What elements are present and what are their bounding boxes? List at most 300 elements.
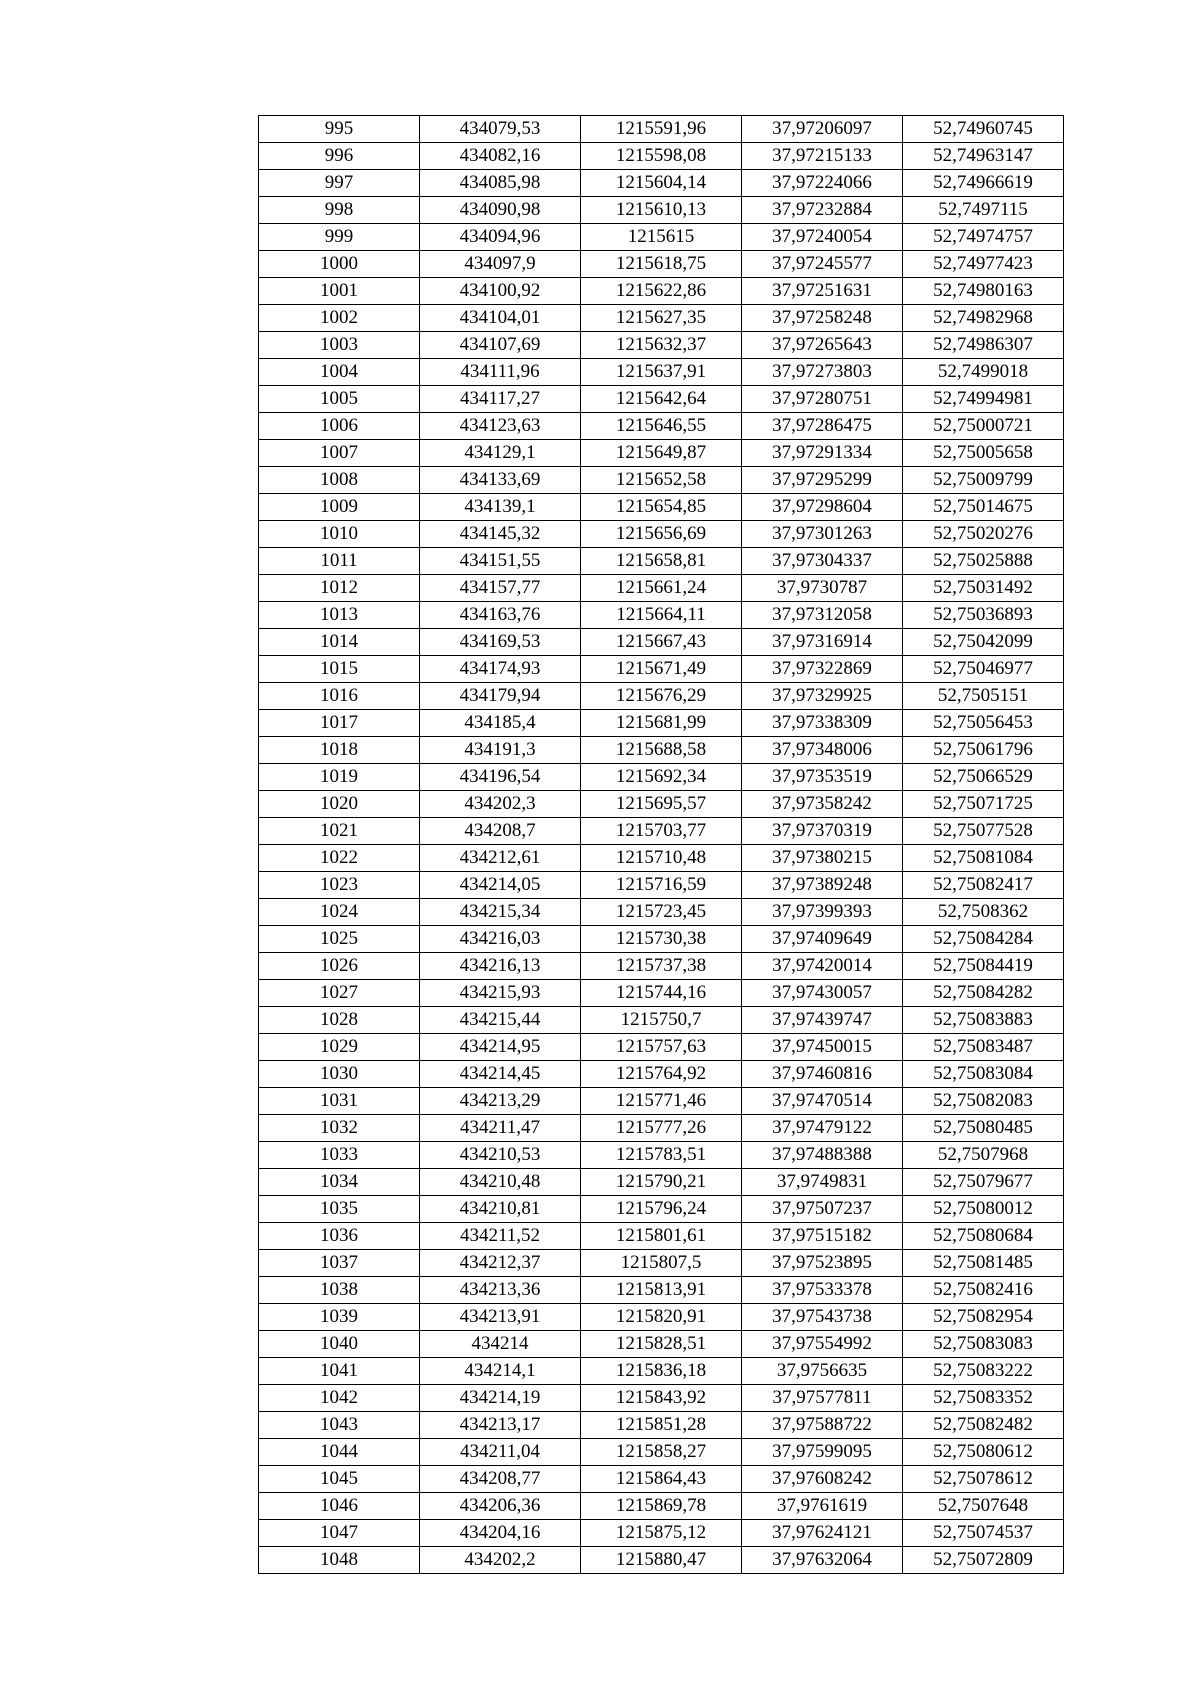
latitude-cell: 52,75025888 [903, 548, 1064, 575]
latitude-cell: 52,7505151 [903, 683, 1064, 710]
table-row [259, 332, 1064, 359]
latitude-cell: 52,75072809 [903, 1547, 1064, 1574]
point-number-cell: 1001 [259, 278, 420, 305]
latitude-cell: 52,75074537 [903, 1520, 1064, 1547]
longitude-cell: 37,97389248 [742, 872, 903, 899]
point-number-cell: 1003 [259, 332, 420, 359]
x-coordinate-cell: 434085,98 [420, 170, 581, 197]
latitude-cell: 52,75000721 [903, 413, 1064, 440]
y-coordinate-cell: 1215658,81 [581, 548, 742, 575]
point-number-cell: 1012 [259, 575, 420, 602]
latitude-cell: 52,75071725 [903, 791, 1064, 818]
point-number-cell: 1035 [259, 1196, 420, 1223]
x-coordinate-cell: 434211,04 [420, 1439, 581, 1466]
point-number-cell: 1005 [259, 386, 420, 413]
y-coordinate-cell: 1215622,86 [581, 278, 742, 305]
y-coordinate-cell: 1215664,11 [581, 602, 742, 629]
longitude-cell: 37,97286475 [742, 413, 903, 440]
longitude-cell: 37,97301263 [742, 521, 903, 548]
longitude-cell: 37,97515182 [742, 1223, 903, 1250]
longitude-cell: 37,97322869 [742, 656, 903, 683]
point-number-cell: 1041 [259, 1358, 420, 1385]
x-coordinate-cell: 434214,05 [420, 872, 581, 899]
longitude-cell: 37,97291334 [742, 440, 903, 467]
y-coordinate-cell: 1215807,5 [581, 1250, 742, 1277]
x-coordinate-cell: 434212,37 [420, 1250, 581, 1277]
longitude-cell: 37,9730787 [742, 575, 903, 602]
x-coordinate-cell: 434215,44 [420, 1007, 581, 1034]
point-number-cell: 1023 [259, 872, 420, 899]
y-coordinate-cell: 1215604,14 [581, 170, 742, 197]
point-number-cell: 1028 [259, 1007, 420, 1034]
latitude-cell: 52,75080012 [903, 1196, 1064, 1223]
x-coordinate-cell: 434213,17 [420, 1412, 581, 1439]
y-coordinate-cell: 1215771,46 [581, 1088, 742, 1115]
point-number-cell: 1030 [259, 1061, 420, 1088]
latitude-cell: 52,75082416 [903, 1277, 1064, 1304]
point-number-cell: 1042 [259, 1385, 420, 1412]
point-number-cell: 1008 [259, 467, 420, 494]
x-coordinate-cell: 434213,29 [420, 1088, 581, 1115]
x-coordinate-cell: 434157,77 [420, 575, 581, 602]
latitude-cell: 52,75080485 [903, 1115, 1064, 1142]
latitude-cell: 52,75082482 [903, 1412, 1064, 1439]
y-coordinate-cell: 1215723,45 [581, 899, 742, 926]
x-coordinate-cell: 434213,36 [420, 1277, 581, 1304]
x-coordinate-cell: 434117,27 [420, 386, 581, 413]
latitude-cell: 52,7508362 [903, 899, 1064, 926]
point-number-cell: 998 [259, 197, 420, 224]
longitude-cell: 37,97298604 [742, 494, 903, 521]
latitude-cell: 52,7497115 [903, 197, 1064, 224]
table-row [259, 656, 1064, 683]
y-coordinate-cell: 1215627,35 [581, 305, 742, 332]
table-row [259, 1331, 1064, 1358]
x-coordinate-cell: 434145,32 [420, 521, 581, 548]
latitude-cell: 52,75083883 [903, 1007, 1064, 1034]
x-coordinate-cell: 434100,92 [420, 278, 581, 305]
longitude-cell: 37,97280751 [742, 386, 903, 413]
table-row [259, 926, 1064, 953]
x-coordinate-cell: 434216,13 [420, 953, 581, 980]
x-coordinate-cell: 434202,3 [420, 791, 581, 818]
table-row [259, 710, 1064, 737]
table-row [259, 1277, 1064, 1304]
table-row [259, 1358, 1064, 1385]
x-coordinate-cell: 434214 [420, 1331, 581, 1358]
coordinates-table-body [259, 116, 1064, 1574]
table-row [259, 440, 1064, 467]
longitude-cell: 37,97215133 [742, 143, 903, 170]
latitude-cell: 52,75036893 [903, 602, 1064, 629]
y-coordinate-cell: 1215649,87 [581, 440, 742, 467]
table-row [259, 1304, 1064, 1331]
x-coordinate-cell: 434210,48 [420, 1169, 581, 1196]
table-row [259, 1250, 1064, 1277]
x-coordinate-cell: 434163,76 [420, 602, 581, 629]
longitude-cell: 37,97439747 [742, 1007, 903, 1034]
longitude-cell: 37,97399393 [742, 899, 903, 926]
latitude-cell: 52,74966619 [903, 170, 1064, 197]
latitude-cell: 52,75082083 [903, 1088, 1064, 1115]
latitude-cell: 52,7507648 [903, 1493, 1064, 1520]
point-number-cell: 1047 [259, 1520, 420, 1547]
y-coordinate-cell: 1215869,78 [581, 1493, 742, 1520]
point-number-cell: 1015 [259, 656, 420, 683]
latitude-cell: 52,75083222 [903, 1358, 1064, 1385]
y-coordinate-cell: 1215681,99 [581, 710, 742, 737]
table-row [259, 683, 1064, 710]
x-coordinate-cell: 434133,69 [420, 467, 581, 494]
table-row [259, 548, 1064, 575]
longitude-cell: 37,9761619 [742, 1493, 903, 1520]
y-coordinate-cell: 1215667,43 [581, 629, 742, 656]
longitude-cell: 37,97430057 [742, 980, 903, 1007]
latitude-cell: 52,75066529 [903, 764, 1064, 791]
x-coordinate-cell: 434094,96 [420, 224, 581, 251]
table-row [259, 953, 1064, 980]
y-coordinate-cell: 1215671,49 [581, 656, 742, 683]
latitude-cell: 52,75083352 [903, 1385, 1064, 1412]
longitude-cell: 37,97632064 [742, 1547, 903, 1574]
point-number-cell: 1026 [259, 953, 420, 980]
point-number-cell: 1013 [259, 602, 420, 629]
latitude-cell: 52,74982968 [903, 305, 1064, 332]
y-coordinate-cell: 1215615 [581, 224, 742, 251]
table-row [259, 251, 1064, 278]
coordinates-table [258, 115, 1064, 1574]
y-coordinate-cell: 1215710,48 [581, 845, 742, 872]
point-number-cell: 1004 [259, 359, 420, 386]
latitude-cell: 52,75083084 [903, 1061, 1064, 1088]
longitude-cell: 37,97380215 [742, 845, 903, 872]
x-coordinate-cell: 434208,77 [420, 1466, 581, 1493]
table-row [259, 116, 1064, 143]
x-coordinate-cell: 434111,96 [420, 359, 581, 386]
y-coordinate-cell: 1215642,64 [581, 386, 742, 413]
x-coordinate-cell: 434123,63 [420, 413, 581, 440]
y-coordinate-cell: 1215661,24 [581, 575, 742, 602]
latitude-cell: 52,7499018 [903, 359, 1064, 386]
point-number-cell: 1036 [259, 1223, 420, 1250]
latitude-cell: 52,75061796 [903, 737, 1064, 764]
x-coordinate-cell: 434185,4 [420, 710, 581, 737]
y-coordinate-cell: 1215843,92 [581, 1385, 742, 1412]
table-row [259, 1034, 1064, 1061]
y-coordinate-cell: 1215764,92 [581, 1061, 742, 1088]
x-coordinate-cell: 434202,2 [420, 1547, 581, 1574]
longitude-cell: 37,97329925 [742, 683, 903, 710]
y-coordinate-cell: 1215654,85 [581, 494, 742, 521]
y-coordinate-cell: 1215880,47 [581, 1547, 742, 1574]
latitude-cell: 52,75081485 [903, 1250, 1064, 1277]
point-number-cell: 1046 [259, 1493, 420, 1520]
x-coordinate-cell: 434212,61 [420, 845, 581, 872]
longitude-cell: 37,97470514 [742, 1088, 903, 1115]
longitude-cell: 37,97224066 [742, 170, 903, 197]
longitude-cell: 37,97245577 [742, 251, 903, 278]
point-number-cell: 1010 [259, 521, 420, 548]
latitude-cell: 52,75077528 [903, 818, 1064, 845]
longitude-cell: 37,9749831 [742, 1169, 903, 1196]
latitude-cell: 52,75031492 [903, 575, 1064, 602]
x-coordinate-cell: 434211,52 [420, 1223, 581, 1250]
longitude-cell: 37,97273803 [742, 359, 903, 386]
table-row [259, 1493, 1064, 1520]
latitude-cell: 52,74986307 [903, 332, 1064, 359]
y-coordinate-cell: 1215688,58 [581, 737, 742, 764]
point-number-cell: 1038 [259, 1277, 420, 1304]
y-coordinate-cell: 1215692,34 [581, 764, 742, 791]
longitude-cell: 37,97588722 [742, 1412, 903, 1439]
longitude-cell: 37,97554992 [742, 1331, 903, 1358]
latitude-cell: 52,74963147 [903, 143, 1064, 170]
y-coordinate-cell: 1215646,55 [581, 413, 742, 440]
y-coordinate-cell: 1215737,38 [581, 953, 742, 980]
y-coordinate-cell: 1215676,29 [581, 683, 742, 710]
table-row [259, 602, 1064, 629]
y-coordinate-cell: 1215777,26 [581, 1115, 742, 1142]
x-coordinate-cell: 434079,53 [420, 116, 581, 143]
y-coordinate-cell: 1215790,21 [581, 1169, 742, 1196]
y-coordinate-cell: 1215610,13 [581, 197, 742, 224]
point-number-cell: 1031 [259, 1088, 420, 1115]
point-number-cell: 1039 [259, 1304, 420, 1331]
y-coordinate-cell: 1215695,57 [581, 791, 742, 818]
table-row [259, 305, 1064, 332]
longitude-cell: 37,97312058 [742, 602, 903, 629]
point-number-cell: 995 [259, 116, 420, 143]
y-coordinate-cell: 1215750,7 [581, 1007, 742, 1034]
point-number-cell: 1006 [259, 413, 420, 440]
point-number-cell: 1025 [259, 926, 420, 953]
longitude-cell: 37,97488388 [742, 1142, 903, 1169]
longitude-cell: 37,97507237 [742, 1196, 903, 1223]
table-row [259, 1385, 1064, 1412]
table-row [259, 1412, 1064, 1439]
point-number-cell: 1017 [259, 710, 420, 737]
table-row [259, 170, 1064, 197]
table-row [259, 818, 1064, 845]
y-coordinate-cell: 1215828,51 [581, 1331, 742, 1358]
longitude-cell: 37,97420014 [742, 953, 903, 980]
longitude-cell: 37,97533378 [742, 1277, 903, 1304]
longitude-cell: 37,97353519 [742, 764, 903, 791]
latitude-cell: 52,74994981 [903, 386, 1064, 413]
point-number-cell: 1009 [259, 494, 420, 521]
point-number-cell: 1022 [259, 845, 420, 872]
table-row [259, 1196, 1064, 1223]
point-number-cell: 1044 [259, 1439, 420, 1466]
point-number-cell: 1014 [259, 629, 420, 656]
point-number-cell: 1043 [259, 1412, 420, 1439]
table-row [259, 1169, 1064, 1196]
y-coordinate-cell: 1215716,59 [581, 872, 742, 899]
longitude-cell: 37,97409649 [742, 926, 903, 953]
y-coordinate-cell: 1215875,12 [581, 1520, 742, 1547]
latitude-cell: 52,75042099 [903, 629, 1064, 656]
latitude-cell: 52,74980163 [903, 278, 1064, 305]
longitude-cell: 37,97206097 [742, 116, 903, 143]
latitude-cell: 52,75009799 [903, 467, 1064, 494]
table-row [259, 1007, 1064, 1034]
x-coordinate-cell: 434214,45 [420, 1061, 581, 1088]
longitude-cell: 37,97251631 [742, 278, 903, 305]
longitude-cell: 37,97316914 [742, 629, 903, 656]
x-coordinate-cell: 434179,94 [420, 683, 581, 710]
point-number-cell: 1016 [259, 683, 420, 710]
longitude-cell: 37,97479122 [742, 1115, 903, 1142]
x-coordinate-cell: 434097,9 [420, 251, 581, 278]
y-coordinate-cell: 1215864,43 [581, 1466, 742, 1493]
point-number-cell: 996 [259, 143, 420, 170]
x-coordinate-cell: 434208,7 [420, 818, 581, 845]
x-coordinate-cell: 434151,55 [420, 548, 581, 575]
y-coordinate-cell: 1215851,28 [581, 1412, 742, 1439]
x-coordinate-cell: 434216,03 [420, 926, 581, 953]
latitude-cell: 52,75082417 [903, 872, 1064, 899]
latitude-cell: 52,75005658 [903, 440, 1064, 467]
y-coordinate-cell: 1215801,61 [581, 1223, 742, 1250]
table-row [259, 629, 1064, 656]
table-row [259, 521, 1064, 548]
latitude-cell: 52,75078612 [903, 1466, 1064, 1493]
x-coordinate-cell: 434139,1 [420, 494, 581, 521]
point-number-cell: 1024 [259, 899, 420, 926]
latitude-cell: 52,7507968 [903, 1142, 1064, 1169]
point-number-cell: 1000 [259, 251, 420, 278]
table-row [259, 1061, 1064, 1088]
point-number-cell: 1018 [259, 737, 420, 764]
x-coordinate-cell: 434204,16 [420, 1520, 581, 1547]
point-number-cell: 1011 [259, 548, 420, 575]
point-number-cell: 1007 [259, 440, 420, 467]
y-coordinate-cell: 1215637,91 [581, 359, 742, 386]
point-number-cell: 1040 [259, 1331, 420, 1358]
longitude-cell: 37,97523895 [742, 1250, 903, 1277]
x-coordinate-cell: 434214,95 [420, 1034, 581, 1061]
y-coordinate-cell: 1215656,69 [581, 521, 742, 548]
y-coordinate-cell: 1215744,16 [581, 980, 742, 1007]
y-coordinate-cell: 1215730,38 [581, 926, 742, 953]
point-number-cell: 1029 [259, 1034, 420, 1061]
table-row [259, 1223, 1064, 1250]
longitude-cell: 37,97338309 [742, 710, 903, 737]
x-coordinate-cell: 434196,54 [420, 764, 581, 791]
table-row [259, 1466, 1064, 1493]
point-number-cell: 1037 [259, 1250, 420, 1277]
table-row [259, 764, 1064, 791]
x-coordinate-cell: 434214,19 [420, 1385, 581, 1412]
point-number-cell: 1032 [259, 1115, 420, 1142]
x-coordinate-cell: 434169,53 [420, 629, 581, 656]
longitude-cell: 37,97450015 [742, 1034, 903, 1061]
table-row [259, 467, 1064, 494]
longitude-cell: 37,97348006 [742, 737, 903, 764]
latitude-cell: 52,74960745 [903, 116, 1064, 143]
x-coordinate-cell: 434211,47 [420, 1115, 581, 1142]
latitude-cell: 52,75084284 [903, 926, 1064, 953]
latitude-cell: 52,75083083 [903, 1331, 1064, 1358]
x-coordinate-cell: 434104,01 [420, 305, 581, 332]
table-row [259, 737, 1064, 764]
y-coordinate-cell: 1215813,91 [581, 1277, 742, 1304]
longitude-cell: 37,97370319 [742, 818, 903, 845]
x-coordinate-cell: 434129,1 [420, 440, 581, 467]
x-coordinate-cell: 434191,3 [420, 737, 581, 764]
latitude-cell: 52,75020276 [903, 521, 1064, 548]
longitude-cell: 37,97304337 [742, 548, 903, 575]
latitude-cell: 52,75080612 [903, 1439, 1064, 1466]
y-coordinate-cell: 1215858,27 [581, 1439, 742, 1466]
latitude-cell: 52,74974757 [903, 224, 1064, 251]
point-number-cell: 997 [259, 170, 420, 197]
longitude-cell: 37,9756635 [742, 1358, 903, 1385]
point-number-cell: 1002 [259, 305, 420, 332]
x-coordinate-cell: 434215,93 [420, 980, 581, 1007]
x-coordinate-cell: 434174,93 [420, 656, 581, 683]
table-row [259, 494, 1064, 521]
x-coordinate-cell: 434215,34 [420, 899, 581, 926]
x-coordinate-cell: 434214,1 [420, 1358, 581, 1385]
latitude-cell: 52,75081084 [903, 845, 1064, 872]
x-coordinate-cell: 434082,16 [420, 143, 581, 170]
latitude-cell: 52,75084419 [903, 953, 1064, 980]
longitude-cell: 37,97460816 [742, 1061, 903, 1088]
longitude-cell: 37,97608242 [742, 1466, 903, 1493]
longitude-cell: 37,97258248 [742, 305, 903, 332]
point-number-cell: 1027 [259, 980, 420, 1007]
table-row [259, 1142, 1064, 1169]
x-coordinate-cell: 434206,36 [420, 1493, 581, 1520]
point-number-cell: 1048 [259, 1547, 420, 1574]
point-number-cell: 1045 [259, 1466, 420, 1493]
table-row [259, 143, 1064, 170]
table-row [259, 872, 1064, 899]
y-coordinate-cell: 1215652,58 [581, 467, 742, 494]
longitude-cell: 37,97232884 [742, 197, 903, 224]
y-coordinate-cell: 1215703,77 [581, 818, 742, 845]
latitude-cell: 52,75056453 [903, 710, 1064, 737]
y-coordinate-cell: 1215598,08 [581, 143, 742, 170]
table-row [259, 575, 1064, 602]
y-coordinate-cell: 1215836,18 [581, 1358, 742, 1385]
point-number-cell: 1033 [259, 1142, 420, 1169]
table-row [259, 899, 1064, 926]
longitude-cell: 37,97577811 [742, 1385, 903, 1412]
x-coordinate-cell: 434090,98 [420, 197, 581, 224]
y-coordinate-cell: 1215783,51 [581, 1142, 742, 1169]
y-coordinate-cell: 1215820,91 [581, 1304, 742, 1331]
table-row [259, 197, 1064, 224]
latitude-cell: 52,75079677 [903, 1169, 1064, 1196]
point-number-cell: 1034 [259, 1169, 420, 1196]
table-row [259, 278, 1064, 305]
x-coordinate-cell: 434107,69 [420, 332, 581, 359]
table-row [259, 1547, 1064, 1574]
latitude-cell: 52,75084282 [903, 980, 1064, 1007]
longitude-cell: 37,97240054 [742, 224, 903, 251]
x-coordinate-cell: 434210,81 [420, 1196, 581, 1223]
table-row [259, 413, 1064, 440]
y-coordinate-cell: 1215757,63 [581, 1034, 742, 1061]
point-number-cell: 1019 [259, 764, 420, 791]
latitude-cell: 52,75083487 [903, 1034, 1064, 1061]
longitude-cell: 37,97265643 [742, 332, 903, 359]
y-coordinate-cell: 1215618,75 [581, 251, 742, 278]
y-coordinate-cell: 1215632,37 [581, 332, 742, 359]
table-row [259, 845, 1064, 872]
